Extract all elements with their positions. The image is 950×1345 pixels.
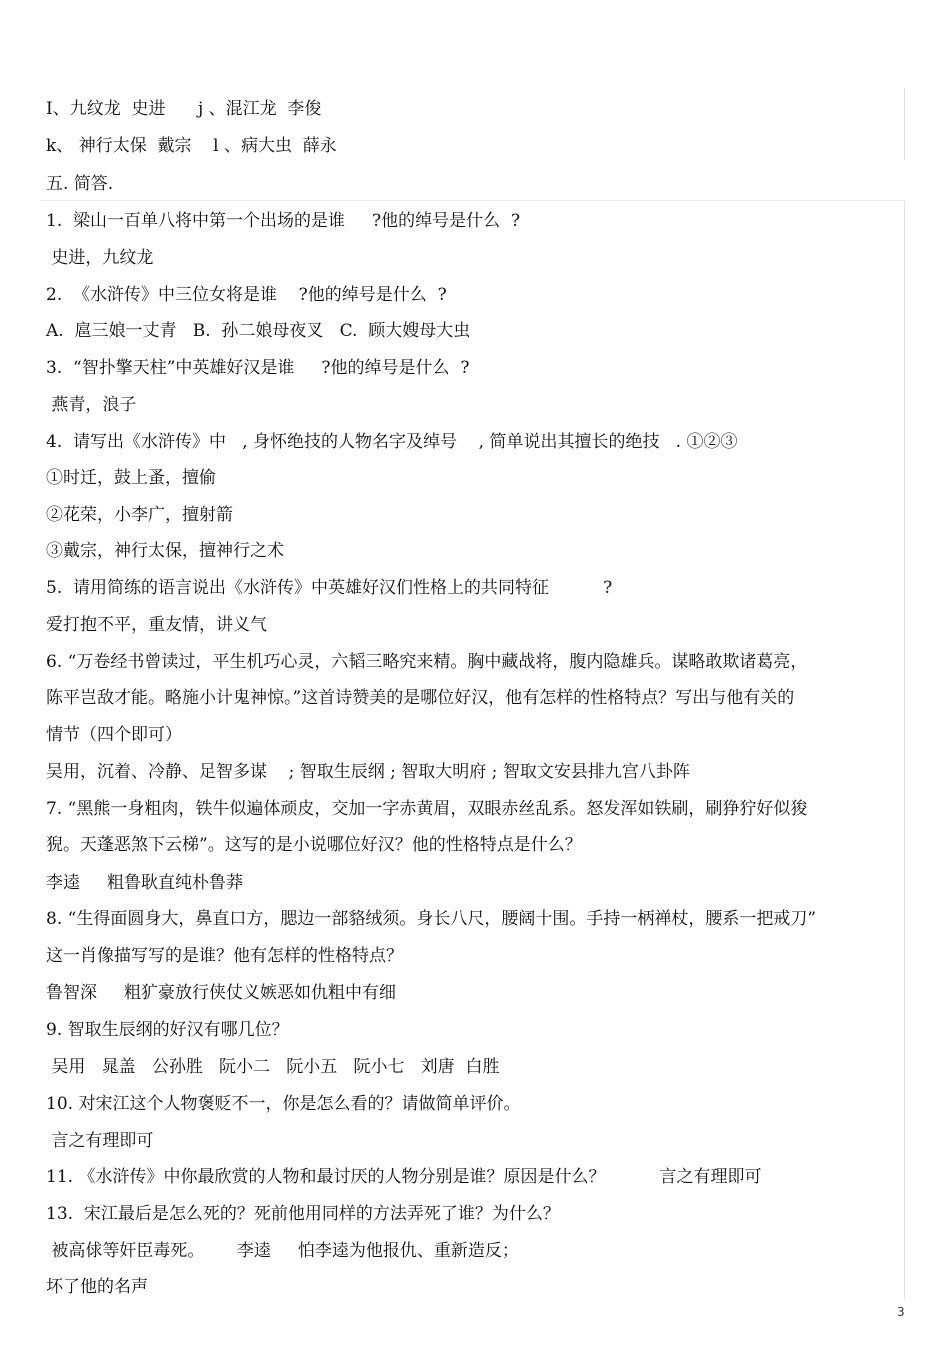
answer-line: I、九纹龙 史进 j 、混江龙 李俊 bbox=[46, 99, 322, 119]
question-line: 猊。天蓬恶煞下云梯”。这写的是小说哪位好汉？他的性格特点是什么？ bbox=[46, 835, 582, 855]
answer-line: ③戴宗，神行太保，擅神行之术 bbox=[46, 541, 284, 561]
question-line: 7. “黑熊一身粗肉，铁牛似遍体顽皮，交加一字赤黄眉，双眼赤丝乱系。怒发浑如铁刷，刷狰狞好似狻 bbox=[46, 799, 808, 819]
answer-line: 吴用 晁盖 公孙胜 阮小二 阮小五 阮小七 刘唐 白胜 bbox=[46, 1057, 500, 1077]
question-line: 13. 宋江最后是怎么死的？死前他用同样的方法弄死了谁？为什么？ bbox=[46, 1204, 560, 1224]
question-line: 11. 《水浒传》中你最欣赏的人物和最讨厌的人物分别是谁？原因是什么？ 言之有理即可 bbox=[46, 1167, 762, 1187]
answer-line: k、 神行太保 戴宗 l 、病大虫 薛永 bbox=[46, 136, 337, 156]
answer-line: 吴用，沉着、冷静、足智多谋 ; 智取生辰纲 ; 智取大明府 ; 智取文安县排九宫八卦阵 bbox=[46, 762, 690, 782]
question-line: 2. 《水浒传》中三位女将是谁 ?他的绰号是什么 ? bbox=[46, 285, 447, 305]
question-line: 陈平岂敌才能。略施小计鬼神惊。”这首诗赞美的是哪位好汉，他有怎样的性格特点？写出与他有关的 bbox=[46, 688, 795, 708]
question-line: 这一肖像描写写的是谁？他有怎样的性格特点？ bbox=[46, 946, 403, 966]
answer-line: 李逵 粗鲁耿直纯朴鲁莽 bbox=[46, 873, 244, 893]
answer-line: 鲁智深 粗犷豪放行侠仗义嫉恶如仇粗中有细 bbox=[46, 983, 397, 1003]
answer-line: 被高俅等奸臣毒死。 李逵 怕李逵为他报仇、重新造反； bbox=[46, 1241, 519, 1261]
answer-line: ②花荣，小李广，擅射箭 bbox=[46, 505, 233, 525]
answer-line: 史进，九纹龙 bbox=[46, 248, 154, 268]
answer-line: 燕青，浪子 bbox=[46, 395, 137, 415]
answer-line: 爱打抱不平，重友情，讲义气 bbox=[46, 615, 267, 635]
question-line: 6. “万卷经书曾读过，平生机巧心灵，六韬三略究来精。胸中藏战将，腹内隐雄兵。谋略敢欺诸葛亮， bbox=[46, 652, 808, 672]
question-line: 5. 请用简练的语言说出《水浒传》中英雄好汉们性格上的共同特征 ? bbox=[46, 578, 613, 598]
question-line: 10. 对宋江这个人物褒贬不一，你是怎么看的？请做简单评价。 bbox=[46, 1094, 521, 1114]
question-line: 1. 梁山一百单八将中第一个出场的是谁 ?他的绰号是什么 ? bbox=[46, 211, 521, 231]
answer-line: 言之有理即可 bbox=[46, 1131, 154, 1151]
question-line: 4. 请写出《水浒传》中 , 身怀绝技的人物名字及绰号 , 简单说出其擅长的绝技 . ①②③ bbox=[46, 432, 738, 452]
question-line: 3. “智扑擎天柱”中英雄好汉是谁 ?他的绰号是什么 ? bbox=[46, 358, 470, 378]
question-line: 9. 智取生辰纲的好汉有哪几位？ bbox=[46, 1020, 289, 1040]
question-line: 8. “生得面圆身大，鼻直口方，腮边一部貉绒须。身长八尺，腰阔十围。手持一柄禅杖，腰系一把戒刀” bbox=[46, 909, 817, 929]
question-line: 情节（四个即可） bbox=[46, 725, 182, 745]
section-heading: 五. 简答. bbox=[46, 174, 114, 194]
answer-line: A. 扈三娘一丈青 B. 孙二娘母夜叉 C. 顾大嫂母大虫 bbox=[46, 321, 471, 341]
answer-line: ①时迁，鼓上蚤，擅偷 bbox=[46, 468, 216, 488]
page-number: 3 bbox=[897, 1305, 905, 1319]
answer-line: 坏了他的名声 bbox=[46, 1277, 148, 1297]
